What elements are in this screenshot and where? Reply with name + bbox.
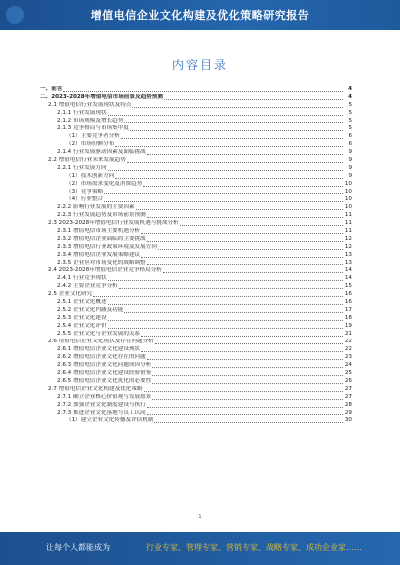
toc-leader-dots [127, 162, 343, 163]
toc-entry-text: 2.6.1 增值电信企业文化建设现状 [57, 346, 141, 353]
toc-entry-text: 2.1 增值电信行业发展现状及特点 [48, 101, 132, 108]
toc-leader-dots [124, 122, 343, 123]
toc-entry[interactable] [40, 149, 352, 157]
toc-leader-dots [108, 320, 343, 321]
toc-entry-text: 一、前言 [40, 86, 63, 92]
toc-entry-text: 2.2 增值电信行业未来发展趋势 [48, 157, 126, 163]
toc-page-number: 9 [348, 164, 352, 171]
toc-entry[interactable] [40, 362, 352, 370]
toc-entry[interactable] [40, 181, 352, 189]
toc-page-number: 24 [344, 362, 352, 369]
toc-entry-text: 2.3 2023-2028年增值电信行业发展机遇与挑战分析 [48, 220, 179, 227]
toc-entry[interactable] [40, 236, 352, 244]
toc-entry-text: 2.5 企业文化研究 [48, 291, 93, 298]
toc-leader-dots [104, 193, 343, 194]
toc-leader-dots [108, 328, 343, 329]
toc-page-number: 18 [344, 314, 352, 321]
toc-entry-text: （2）市场份额分布 [66, 141, 115, 148]
toc-leader-dots [147, 241, 343, 242]
toc-page-number: 9 [348, 157, 352, 163]
toc-entry[interactable] [40, 165, 352, 173]
footer-slogan: 让每个人都能成为 [46, 543, 110, 552]
toc-page-number: 17 [344, 306, 352, 313]
toc-entry[interactable] [40, 94, 352, 102]
toc-page-number: 14 [344, 267, 352, 274]
header-banner [0, 0, 400, 30]
toc-entry[interactable] [40, 410, 352, 418]
toc-title: 内容目录 [171, 58, 228, 72]
toc-leader-dots [163, 272, 343, 273]
toc-entry-text: （3）竞争策略 [66, 188, 104, 195]
toc-leader-dots [121, 138, 343, 139]
toc-entry[interactable] [40, 228, 352, 236]
toc-entry[interactable] [40, 267, 352, 275]
toc-entry[interactable] [40, 307, 352, 315]
toc-entry-text: （2）市场需求变化及消费趋势 [66, 180, 143, 187]
toc-leader-dots [164, 99, 343, 100]
toc-page-number: 9 [348, 172, 352, 179]
toc-entry-text: 2.5.2 企业文化内涵及功能 [57, 306, 124, 313]
toc-page-number: 22 [344, 338, 352, 345]
toc-page-number: 5 [348, 117, 352, 124]
toc-leader-dots [63, 91, 343, 92]
toc-entry[interactable] [40, 125, 352, 133]
toc-entry[interactable] [40, 102, 352, 110]
toc-page-number: 14 [344, 275, 352, 282]
toc-entry[interactable] [40, 260, 352, 268]
toc-entry-text: 2.2.3 行业发展趋势及市场前景预测 [57, 212, 146, 219]
toc-entry-text: 2.1.1 行业发展现状 [57, 109, 107, 116]
toc-entry-text: 2.1.4 行业发展驱动因素及面临挑战 [57, 149, 146, 156]
toc-entry-text: 2.6.2 增值电信企业文化存在的问题 [57, 354, 146, 361]
toc-page-number: 26 [344, 377, 352, 384]
toc-entry[interactable] [40, 173, 352, 181]
toc-leader-dots [147, 264, 343, 265]
toc-entry[interactable] [40, 212, 352, 220]
toc-entry[interactable] [40, 252, 352, 260]
toc-leader-dots [93, 296, 343, 297]
toc-page-number: 27 [344, 393, 352, 400]
toc-leader-dots [136, 209, 343, 210]
toc-page-number: 13 [344, 259, 352, 266]
toc-entry-text: 2.5.4 企业文化评价 [57, 322, 107, 329]
toc-leader-dots [132, 107, 343, 108]
toc-entry-text: 2.7 增值电信企业文化构建及优化策略 [48, 385, 143, 392]
toc-entry-text: （1）主要竞争者分析 [66, 133, 120, 140]
toc-entry-text: 2.3.1 增值电信市场主要机遇分析 [57, 228, 141, 235]
toc-leader-dots [115, 146, 343, 147]
toc-page-number: 19 [344, 322, 352, 329]
toc-page-number: 12 [344, 243, 352, 250]
toc-entry[interactable] [40, 346, 352, 354]
toc-entry[interactable] [40, 86, 352, 94]
toc-entry[interactable] [40, 299, 352, 307]
toc-entry-text: 2.4.2 主要企业竞争分析 [57, 283, 118, 290]
toc-entry[interactable] [40, 315, 352, 323]
toc-entry-text: 2.6.5 增值电信企业文化优化的必要性 [57, 377, 152, 384]
toc-leader-dots [147, 407, 343, 408]
toc-entry[interactable] [40, 417, 352, 425]
toc-leader-dots [180, 225, 343, 226]
toc-entry-text: 2.3.3 增值电信行业政策环境及发展方向 [57, 243, 157, 250]
toc-page-number: 11 [344, 220, 352, 227]
toc-entry[interactable] [40, 291, 352, 299]
toc-entry[interactable] [40, 189, 352, 197]
toc-leader-dots [124, 312, 343, 313]
toc-entry[interactable] [40, 394, 352, 402]
toc-page-number: 21 [344, 330, 352, 337]
toc-entry[interactable] [40, 204, 352, 212]
toc-entry[interactable] [40, 110, 352, 118]
toc-entry-text: 2.5.1 企业文化概述 [57, 299, 107, 306]
toc-entry-text: 2.3.5 企业应对市场变化的战略调整 [57, 259, 146, 266]
toc-leader-dots [141, 233, 343, 234]
toc-leader-dots [130, 130, 343, 131]
toc-entry-text: 2.2.1 行业发展方向 [57, 164, 107, 171]
toc-page-number: 11 [344, 212, 352, 219]
toc-entry-text: 2.2.2 影响行业发展的主要因素 [57, 204, 135, 211]
toc-leader-dots [141, 336, 343, 337]
toc-entry[interactable] [40, 275, 352, 283]
toc-entry-text: 2.5.5 企业文化与企业发展的关系 [57, 330, 141, 337]
toc-entry[interactable] [40, 402, 352, 410]
toc-page-number: 27 [344, 385, 352, 392]
toc-entry-text: 2.6 增值电信企业文化现状及存在问题分析 [48, 338, 154, 345]
toc-entry[interactable] [40, 339, 352, 347]
toc-page-number: 23 [344, 354, 352, 361]
footer-banner [0, 532, 400, 565]
toc-entry[interactable] [40, 354, 352, 362]
toc-entry[interactable] [40, 141, 352, 149]
toc-entry-text: 2.7.3 推进企业文化落地与员工认同 [57, 409, 146, 416]
toc-entry-text: 2.4.1 行业竞争现状 [57, 275, 107, 282]
toc-entry[interactable] [40, 118, 352, 126]
toc-leader-dots [141, 257, 343, 258]
footer-roles: 行业专家、管理专家、营销专家、战略专家、成功企业家…… [146, 543, 362, 552]
toc-entry[interactable] [40, 331, 352, 339]
toc-page-number: 30 [344, 417, 352, 424]
toc-page-number: 10 [344, 196, 352, 203]
toc-entry-text: （1）建立企业文化传播及评估机制 [66, 417, 154, 424]
toc-page-number: 29 [344, 409, 352, 416]
toc-entry-text: 二、2023-2028年增值电信市场前景及趋势预测 [40, 93, 163, 100]
toc-entry-text: 2.4 2023-2028年增值电信企业竞争格局分析 [48, 267, 162, 274]
toc-page-number: 22 [344, 346, 352, 353]
toc-page-number: 10 [344, 188, 352, 195]
report-title: 增值电信企业文化构建及优化策略研究报告 [90, 9, 310, 22]
table-of-contents [40, 86, 352, 425]
toc-entry-text: 2.6.4 增值电信企业文化建设经验借鉴 [57, 370, 152, 377]
toc-entry-text: 2.1.3 竞争格局与市场集中度 [57, 125, 129, 132]
toc-entry-text: 2.1.2 市场规模及增长趋势 [57, 117, 124, 124]
toc-leader-dots [108, 115, 343, 116]
toc-page-number: 5 [348, 125, 352, 132]
toc-entry[interactable] [40, 196, 352, 204]
toc-page-number: 28 [344, 401, 352, 408]
toc-page-number: 12 [344, 235, 352, 242]
toc-page-number: 16 [344, 291, 352, 298]
toc-leader-dots [115, 178, 343, 179]
toc-leader-dots [108, 304, 343, 305]
toc-leader-dots [144, 391, 343, 392]
toc-entry-text: 2.6.3 增值电信企业文化问题成因分析 [57, 362, 152, 369]
toc-entry[interactable] [40, 370, 352, 378]
toc-page-number: 6 [348, 141, 352, 148]
toc-leader-dots [108, 170, 343, 171]
toc-entry[interactable] [40, 386, 352, 394]
toc-page-number: 5 [348, 109, 352, 116]
toc-entry[interactable] [40, 323, 352, 331]
toc-leader-dots [143, 186, 343, 187]
toc-page-number: 9 [348, 149, 352, 156]
toc-entry-text: 2.7.1 确立企业核心价值观与发展愿景 [57, 393, 152, 400]
toc-leader-dots [152, 399, 343, 400]
toc-page-number: 5 [348, 101, 352, 108]
toc-leader-dots [152, 383, 343, 384]
toc-entry[interactable] [40, 133, 352, 141]
toc-entry-text: （4）行业整合 [66, 196, 104, 203]
toc-page-number: 13 [344, 251, 352, 258]
page-number: 1 [198, 514, 202, 520]
toc-leader-dots [147, 414, 343, 415]
toc-page-number: 25 [344, 370, 352, 377]
toc-leader-dots [147, 154, 343, 155]
toc-entry-text: 2.7.2 加强企业文化制度建设与执行 [57, 401, 146, 408]
toc-leader-dots [152, 367, 343, 368]
toc-entry-text: 2.5.3 企业文化建设 [57, 314, 107, 321]
toc-leader-dots [119, 288, 343, 289]
toc-page-number: 4 [348, 93, 352, 100]
toc-entry[interactable] [40, 244, 352, 252]
toc-leader-dots [104, 201, 343, 202]
toc-page-number: 16 [344, 299, 352, 306]
toc-entry[interactable] [40, 378, 352, 386]
toc-leader-dots [108, 280, 343, 281]
toc-entry[interactable] [40, 157, 352, 165]
toc-page-number: 4 [348, 86, 352, 92]
toc-entry-text: （1）技术创新方向 [66, 172, 115, 179]
toc-entry[interactable] [40, 283, 352, 291]
toc-page-number: 15 [344, 283, 352, 290]
toc-leader-dots [141, 351, 343, 352]
toc-page-number: 11 [344, 228, 352, 235]
toc-page-number: 6 [348, 133, 352, 140]
toc-entry[interactable] [40, 220, 352, 228]
toc-leader-dots [152, 375, 343, 376]
toc-leader-dots [158, 249, 343, 250]
toc-page-number: 10 [344, 180, 352, 187]
toc-leader-dots [155, 343, 343, 344]
toc-leader-dots [154, 422, 343, 423]
toc-entry-text: 2.3.4 增值电信企业发展策略建议 [57, 251, 141, 258]
toc-leader-dots [147, 217, 343, 218]
toc-page-number: 10 [344, 204, 352, 211]
toc-entry-text: 2.3.2 增值电信企业面临的主要挑战 [57, 235, 146, 242]
toc-leader-dots [147, 359, 343, 360]
